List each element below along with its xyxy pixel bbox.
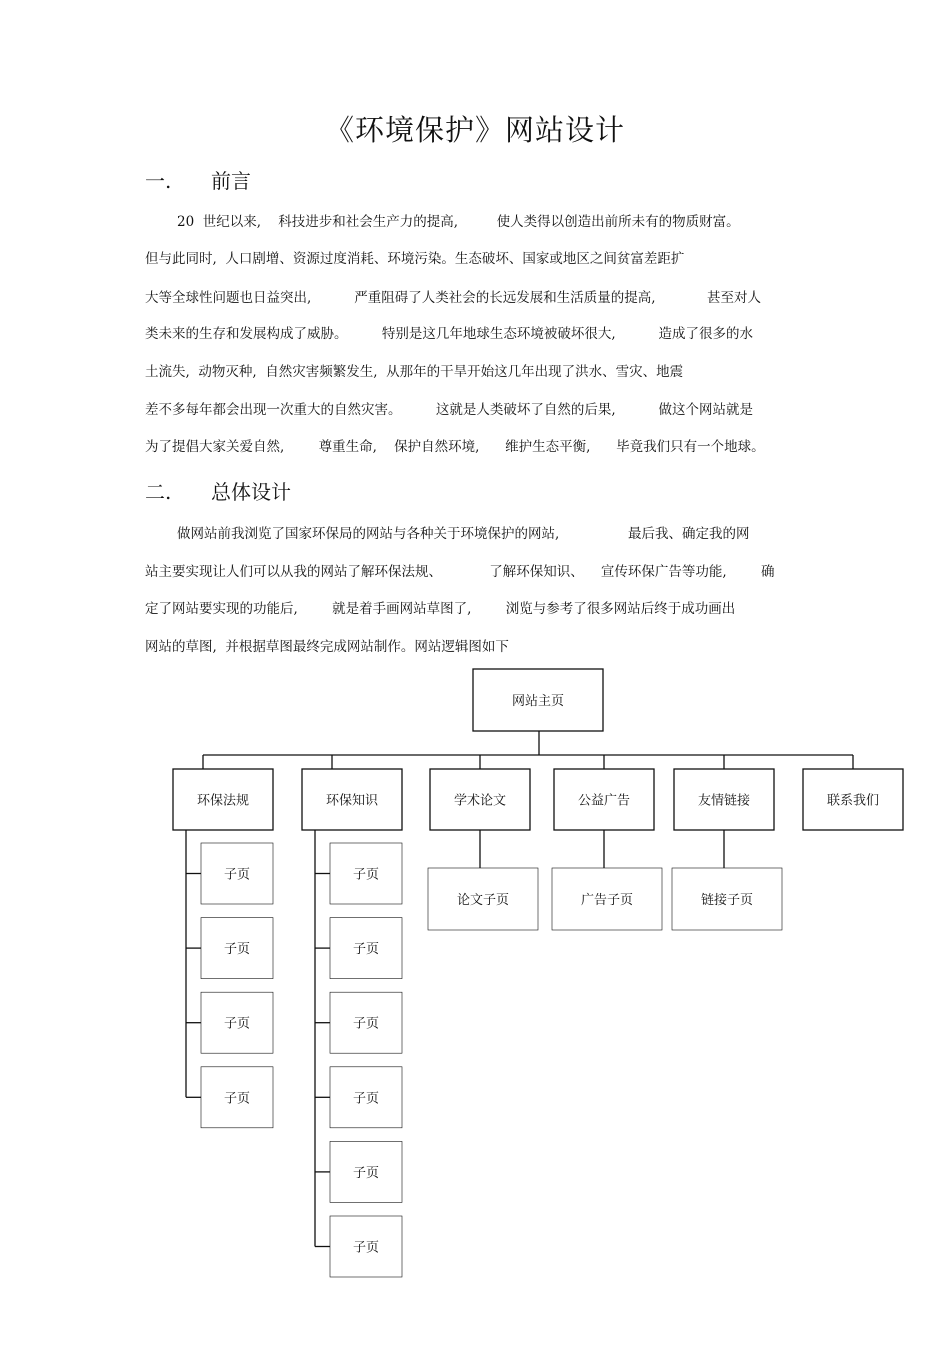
subpage-node-label: 子页 — [223, 867, 251, 883]
subpage-node-label: 子页 — [352, 1091, 380, 1107]
subpage-node-label: 子页 — [223, 1016, 251, 1032]
subpage-node — [330, 843, 402, 904]
subpage-node — [330, 1216, 402, 1277]
subpage-node-label: 子页 — [352, 1240, 380, 1256]
subpage-node-label: 广告子页 — [580, 893, 634, 908]
paragraph-line: 大等全球性问题也日益突出, 严重阻碍了人类社会的长远发展和生活质量的提高, 甚至对人 — [145, 290, 761, 306]
paragraph-line: 但与此同时, 人口剧增、资源过度消耗、环境污染。生态破坏、国家或地区之间贫富差距扩 — [145, 251, 685, 267]
paragraph-line: 为了提倡大家关爱自然, 尊重生命, 保护自然环境, 维护生态平衡, 毕竟我们只有一个地球。 — [145, 439, 765, 455]
category-node — [554, 769, 654, 830]
subpage-node-label: 子页 — [223, 942, 251, 958]
document-title: 《环境保护》网站设计 — [324, 113, 625, 147]
paragraph-line: 网站的草图, 并根据草图最终完成网站制作。网站逻辑图如下 — [145, 639, 509, 655]
category-node — [173, 769, 273, 830]
paragraph-line: 类未来的生存和发展构成了威胁。 特别是这几年地球生态环境被破坏很大, 造成了很多的水 — [145, 326, 754, 342]
category-node-label: 公益广告 — [577, 793, 631, 809]
subpage-node — [672, 868, 782, 930]
section-number: 二. — [145, 480, 172, 504]
category-node — [302, 769, 402, 830]
subpage-node-label: 论文子页 — [456, 893, 510, 908]
section-title: 前言 — [211, 169, 251, 193]
subpage-node — [428, 868, 538, 930]
paragraph-line: 差不多每年都会出现一次重大的自然灾害。 这就是人类破坏了自然的后果, 做这个网站就是 — [145, 402, 754, 418]
subpage-node — [330, 1141, 402, 1202]
paragraph-line: 做网站前我浏览了国家环保局的网站与各种关于环境保护的网站, 最后我、确定我的网 — [177, 526, 750, 542]
root-node — [473, 669, 603, 731]
paragraph-line: 20 世纪以来, 科技进步和社会生产力的提高, 使人类得以创造出前所未有的物质财富。 — [177, 214, 740, 230]
subpage-node — [201, 992, 273, 1053]
category-node-label: 友情链接 — [697, 793, 751, 809]
subpage-node — [552, 868, 662, 930]
subpage-node — [330, 918, 402, 979]
subpage-node-label: 子页 — [352, 867, 380, 883]
subpage-node — [330, 1067, 402, 1128]
subpage-node — [330, 992, 402, 1053]
subpage-node-label: 子页 — [352, 1016, 380, 1032]
category-node — [430, 769, 530, 830]
subpage-node-label: 子页 — [352, 1165, 380, 1181]
subpage-node — [201, 918, 273, 979]
paragraph-line: 站主要实现让人们可以从我的网站了解环保法规、 了解环保知识、 宣传环保广告等功能, 确 — [145, 564, 775, 580]
subpage-node-label: 子页 — [223, 1091, 251, 1107]
category-node — [674, 769, 774, 830]
paragraph-line: 定了网站要实现的功能后, 就是着手画网站草图了, 浏览与参考了很多网站后终于成功画出 — [145, 601, 736, 617]
paragraph-line: 土流失, 动物灭种, 自然灾害频繁发生, 从那年的干旱开始这几年出现了洪水、雪灾、地震 — [145, 364, 684, 380]
category-node-label: 学术论文 — [453, 793, 507, 809]
root-node-label: 网站主页 — [511, 694, 565, 709]
section-number: 一. — [145, 169, 172, 193]
category-node-label: 环保知识 — [325, 793, 379, 809]
section-title: 总体设计 — [211, 480, 291, 504]
category-node-label: 环保法规 — [196, 793, 250, 809]
category-node-label: 联系我们 — [826, 793, 880, 809]
category-node — [803, 769, 903, 830]
subpage-node — [201, 843, 273, 904]
subpage-node — [201, 1067, 273, 1128]
subpage-node-label: 链接子页 — [700, 893, 754, 908]
subpage-node-label: 子页 — [352, 942, 380, 958]
